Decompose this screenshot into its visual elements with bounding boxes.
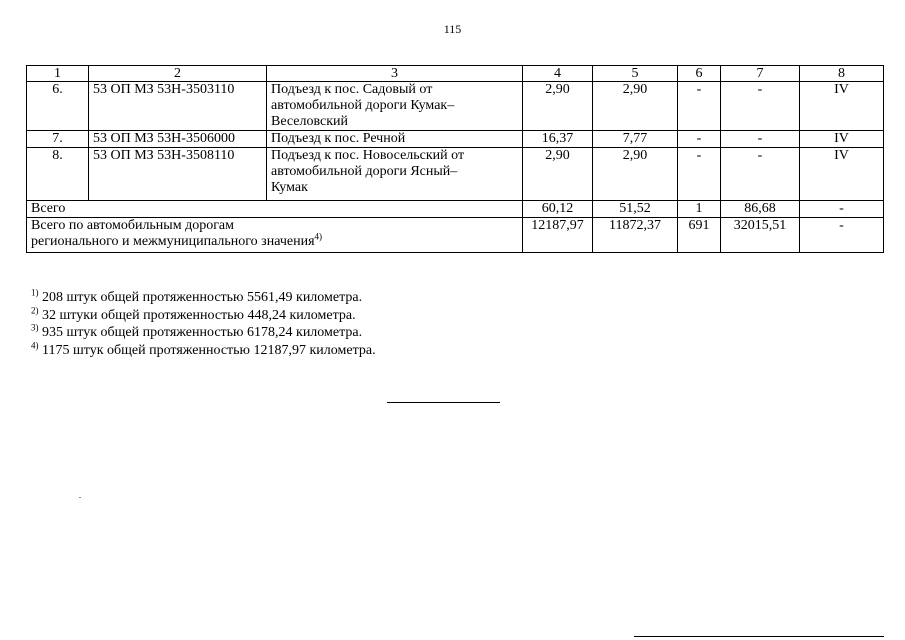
road-name-line: автомобильной дороги Ясный– — [271, 164, 458, 179]
road-name — [267, 148, 523, 201]
table-row — [27, 82, 884, 131]
grand-total-col4: 12187,97 — [523, 218, 593, 253]
cell-col6: - — [678, 131, 721, 148]
roads-table — [26, 65, 884, 253]
table-row — [27, 148, 884, 201]
footnote-mark: 4) — [31, 339, 39, 350]
header-cell: 8 — [800, 66, 884, 82]
road-code: 53 ОП МЗ 53Н-3506000 — [89, 131, 267, 148]
road-code: 53 ОП МЗ 53Н-3503110 — [89, 82, 267, 131]
row-number: 8. — [27, 148, 89, 201]
footnote — [31, 304, 631, 325]
cell-col6: - — [678, 82, 721, 131]
footnote-reference: 4) — [314, 231, 323, 242]
footnote-text: 32 штуки общей протяженностью 448,24 километра. — [42, 307, 356, 323]
grand-total-label-text: регионального и межмуниципального значения — [31, 234, 315, 249]
road-name-line: Веселовский — [271, 114, 349, 129]
footnote-text: 1175 штук общей протяженностью 12187,97 километра. — [42, 342, 376, 358]
bottom-edge-line — [634, 636, 884, 637]
cell-col8: IV — [800, 131, 884, 148]
row-number: 7. — [27, 131, 89, 148]
cell-col8: IV — [800, 82, 884, 131]
road-code: 53 ОП МЗ 53Н-3508110 — [89, 148, 267, 201]
scan-speck — [79, 497, 81, 498]
header-cell: 7 — [721, 66, 800, 82]
total-col5: 51,52 — [593, 201, 678, 218]
road-name-line: Подъезд к пос. Речной — [271, 131, 406, 146]
total-col7: 86,68 — [721, 201, 800, 218]
header-cell: 6 — [678, 66, 721, 82]
road-name-line: Подъезд к пос. Садовый от — [271, 82, 433, 97]
footnotes — [31, 289, 631, 359]
footnote — [31, 324, 631, 342]
cell-col4: 2,90 — [523, 148, 593, 201]
cell-col5: 7,77 — [593, 131, 678, 148]
grand-total-col6: 691 — [678, 218, 721, 253]
road-name-line: Подъезд к пос. Новосельский от — [271, 148, 465, 163]
cell-col7: - — [721, 131, 800, 148]
road-name-line: автомобильной дороги Кумак– — [271, 98, 455, 113]
row-number: 6. — [27, 82, 89, 131]
cell-col4: 2,90 — [523, 82, 593, 131]
footnote — [31, 289, 631, 307]
grand-total-col7: 32015,51 — [721, 218, 800, 253]
header-cell: 4 — [523, 66, 593, 82]
footnote — [31, 339, 631, 360]
header-cell: 1 — [27, 66, 89, 82]
cell-col5: 2,90 — [593, 148, 678, 201]
cell-col6: - — [678, 148, 721, 201]
grand-total-col8: - — [800, 218, 884, 253]
end-separator-line — [387, 402, 500, 403]
footnote-text: 208 штук общей протяженностью 5561,49 километра. — [42, 290, 363, 305]
header-cell: 5 — [593, 66, 678, 82]
grand-total-row — [27, 218, 884, 253]
header-cell: 3 — [267, 66, 523, 82]
footnote-text: 935 штук общей протяженностью 6178,24 километра. — [42, 325, 363, 340]
total-row — [27, 201, 884, 218]
road-name — [267, 131, 523, 148]
grand-total-label-line: Всего по автомобильным дорогам — [31, 218, 235, 233]
road-name-line: Кумак — [271, 180, 308, 195]
table-row — [27, 131, 884, 148]
grand-total-col5: 11872,37 — [593, 218, 678, 253]
cell-col4: 16,37 — [523, 131, 593, 148]
grand-total-label-line — [31, 231, 518, 250]
table-header-row — [27, 66, 884, 82]
footnote-mark: 3) — [31, 322, 39, 333]
cell-col5: 2,90 — [593, 82, 678, 131]
total-label: Всего — [27, 201, 523, 218]
cell-col7: - — [721, 82, 800, 131]
grand-total-label — [27, 218, 523, 253]
footnote-mark: 2) — [31, 304, 39, 315]
total-col8: - — [800, 201, 884, 218]
road-name — [267, 82, 523, 131]
header-cell: 2 — [89, 66, 267, 82]
total-col6: 1 — [678, 201, 721, 218]
total-col4: 60,12 — [523, 201, 593, 218]
footnote-mark: 1) — [31, 287, 39, 298]
page-number: 115 — [443, 22, 462, 36]
cell-col8: IV — [800, 148, 884, 201]
cell-col7: - — [721, 148, 800, 201]
